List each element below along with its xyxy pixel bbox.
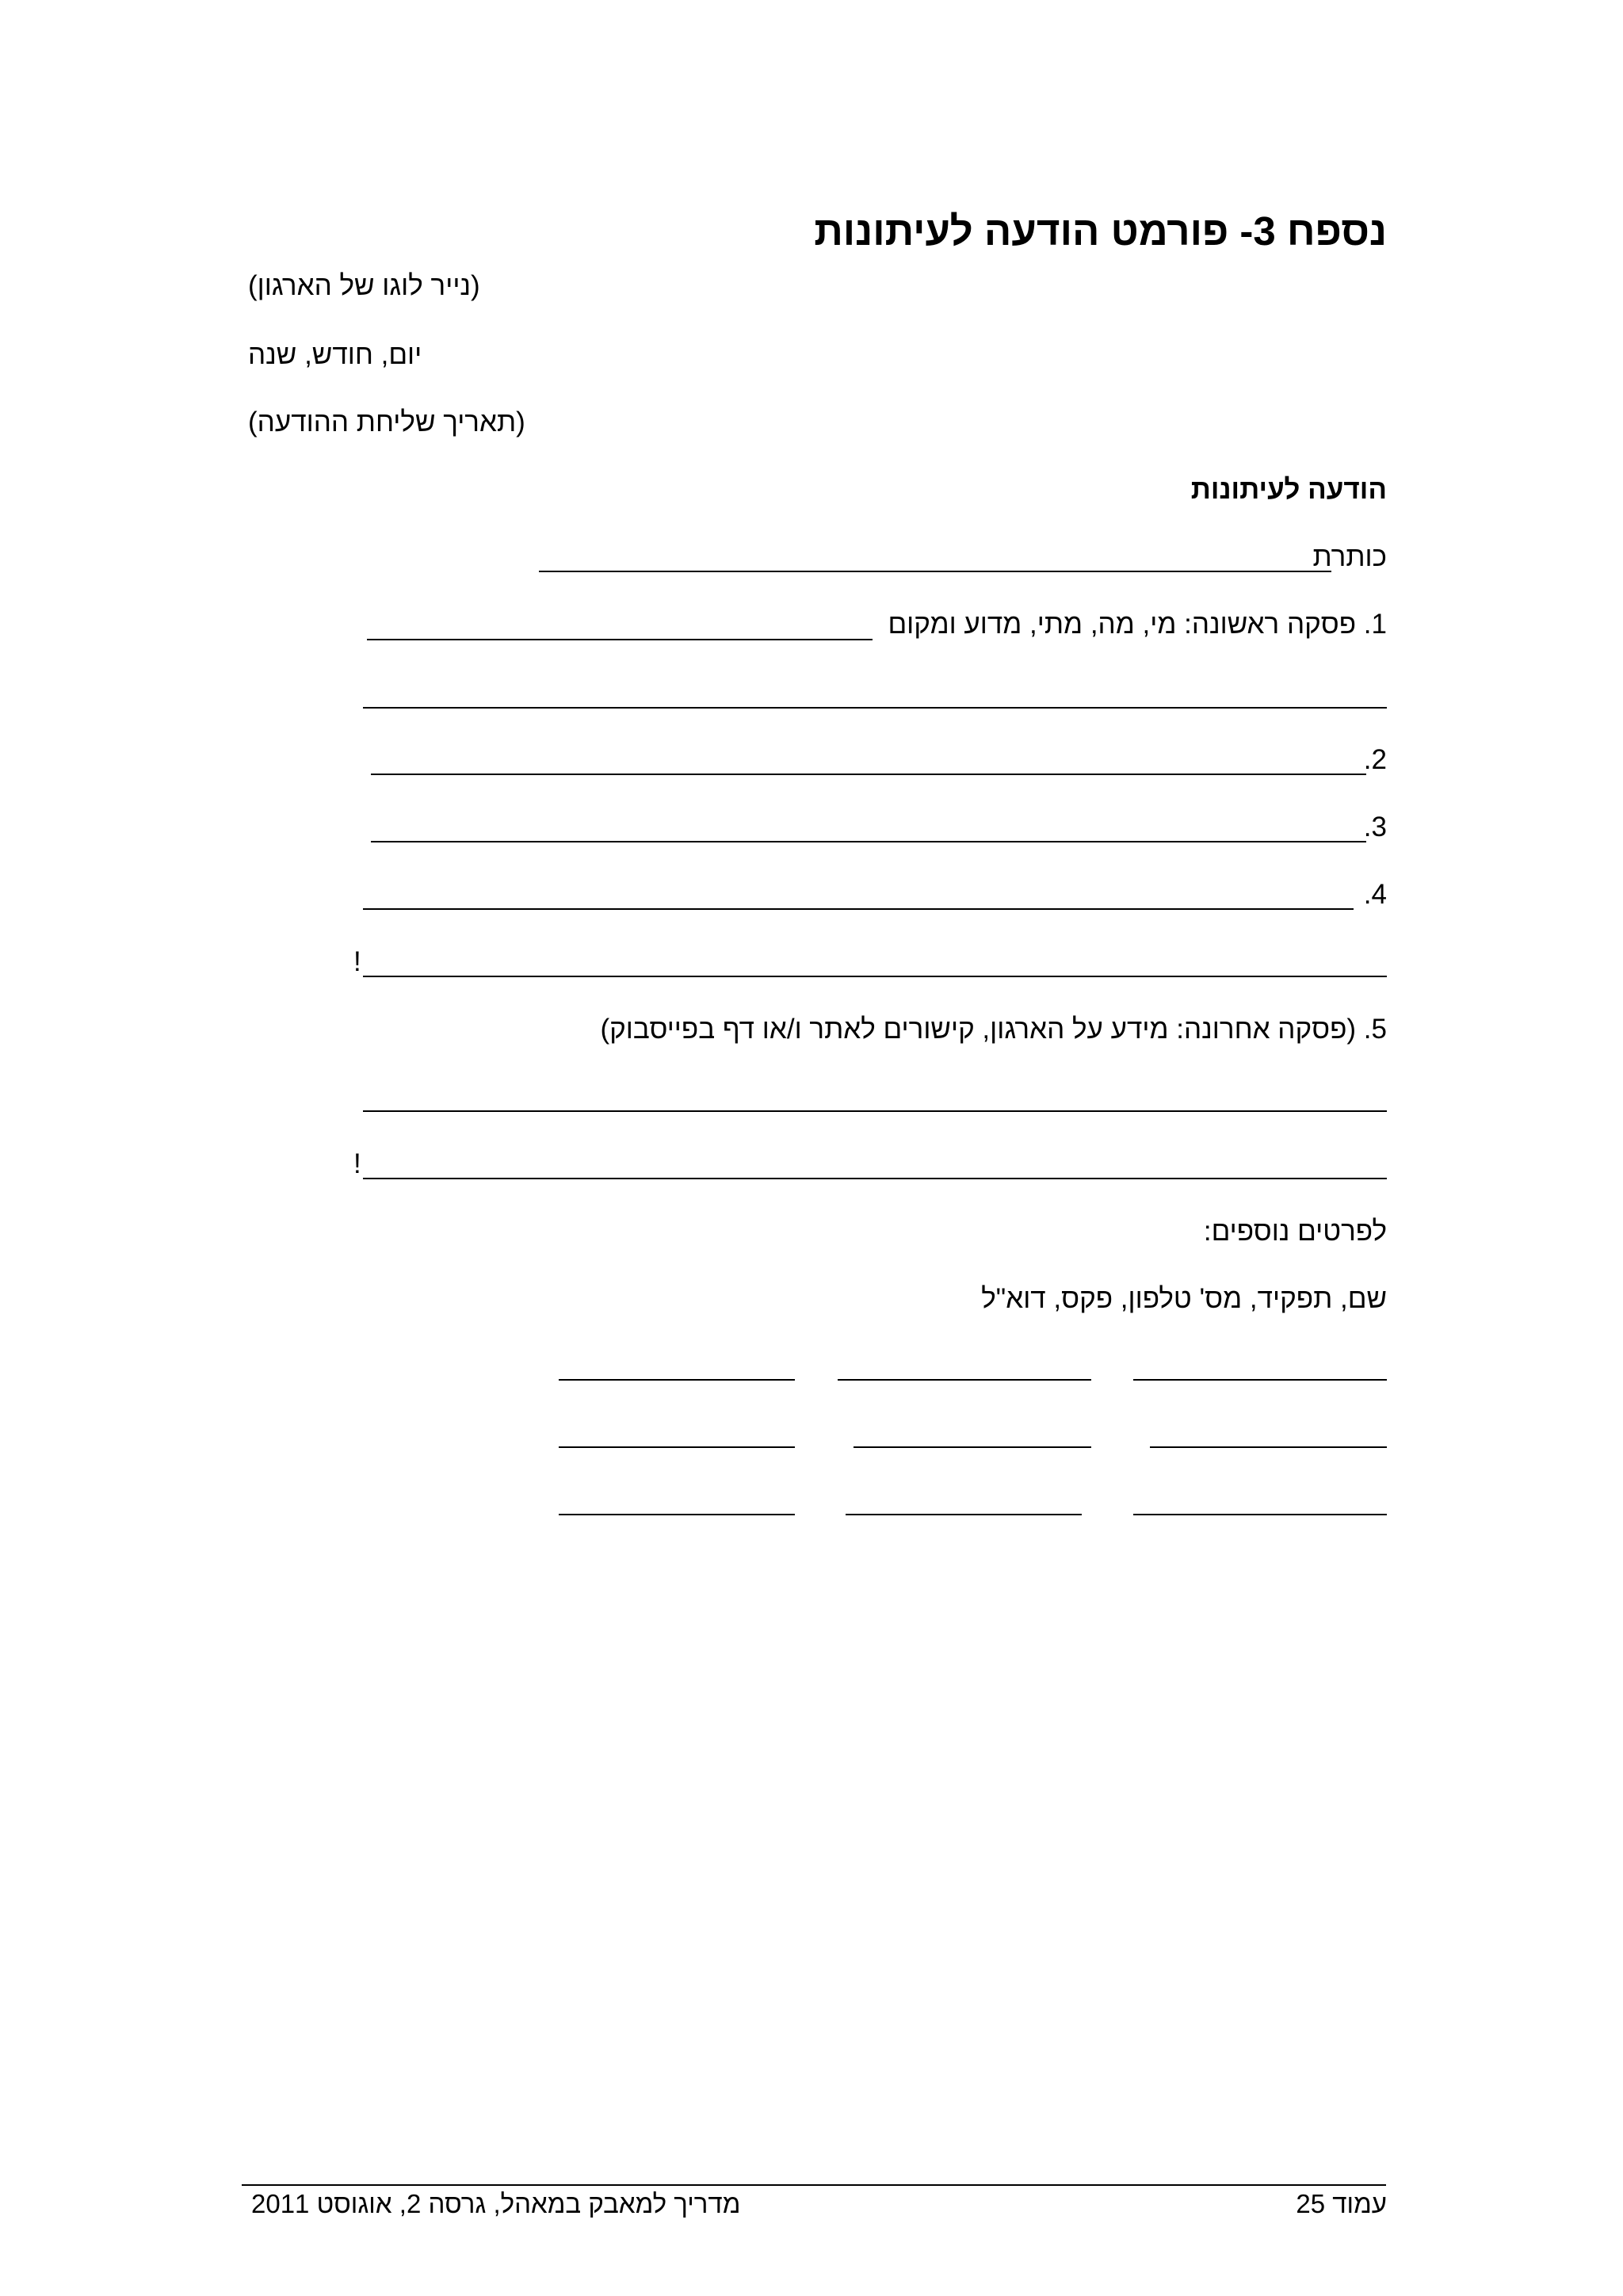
paragraph-4-exclamation: ! <box>353 946 361 977</box>
paragraph-5-exclamation: ! <box>353 1148 361 1179</box>
paragraph-4-label: 4. <box>1363 879 1387 910</box>
contact-line <box>559 1446 795 1448</box>
paragraph-2-label: 2. <box>1363 744 1387 775</box>
contact-fields-label: שם, תפקיד, מס' טלפון, פקס, דוא"ל <box>981 1283 1387 1314</box>
paragraph-1-label: 1. פסקה ראשונה: מי, מה, מתי, מדוע ומקום <box>888 609 1387 640</box>
contact-line <box>1150 1446 1387 1448</box>
headline-label: כותרת <box>1312 541 1387 572</box>
headline-fill-line <box>539 571 1331 572</box>
paragraph-1-line-2 <box>363 707 1387 709</box>
footer-guide-title: מדריך למאבק במאהל, גרסה 2, אוגוסט 2011 <box>251 2189 741 2218</box>
contact-line <box>838 1379 1091 1381</box>
paragraph-4-line-2 <box>363 976 1387 977</box>
footer-page-number: עמוד 25 <box>1296 2189 1387 2218</box>
paragraph-2-fill-line <box>371 774 1366 775</box>
paragraph-3-fill-line <box>371 841 1366 842</box>
paragraph-1-fill-line <box>367 639 873 640</box>
contact-line <box>846 1514 1082 1515</box>
date-note: (תאריך שליחת ההודעה) <box>248 407 525 437</box>
press-release-heading: הודעה לעיתונות <box>1190 474 1387 505</box>
paragraph-3-label: 3. <box>1363 812 1387 842</box>
contact-line <box>1133 1379 1387 1381</box>
contact-line <box>1133 1514 1387 1515</box>
paragraph-5-label: 5. (פסקה אחרונה: מידע על הארגון, קישורים לאתר ו/או דף בפייסבוק) <box>600 1014 1387 1045</box>
contact-line <box>559 1514 795 1515</box>
paragraph-5-line-2 <box>363 1178 1387 1179</box>
page-title: נספח 3- פורמט הודעה לעיתונות <box>814 208 1387 254</box>
contact-line <box>854 1446 1091 1448</box>
date-line: יום, חודש, שנה <box>248 339 422 370</box>
paragraph-4-fill-line <box>363 908 1354 910</box>
logo-paper-note: (נייר לוגו של הארגון) <box>248 270 480 301</box>
more-details-label: לפרטים נוספים: <box>1203 1216 1387 1247</box>
paragraph-5-line-1 <box>363 1110 1387 1112</box>
contact-line <box>559 1379 795 1381</box>
footer-divider <box>242 2184 1386 2186</box>
